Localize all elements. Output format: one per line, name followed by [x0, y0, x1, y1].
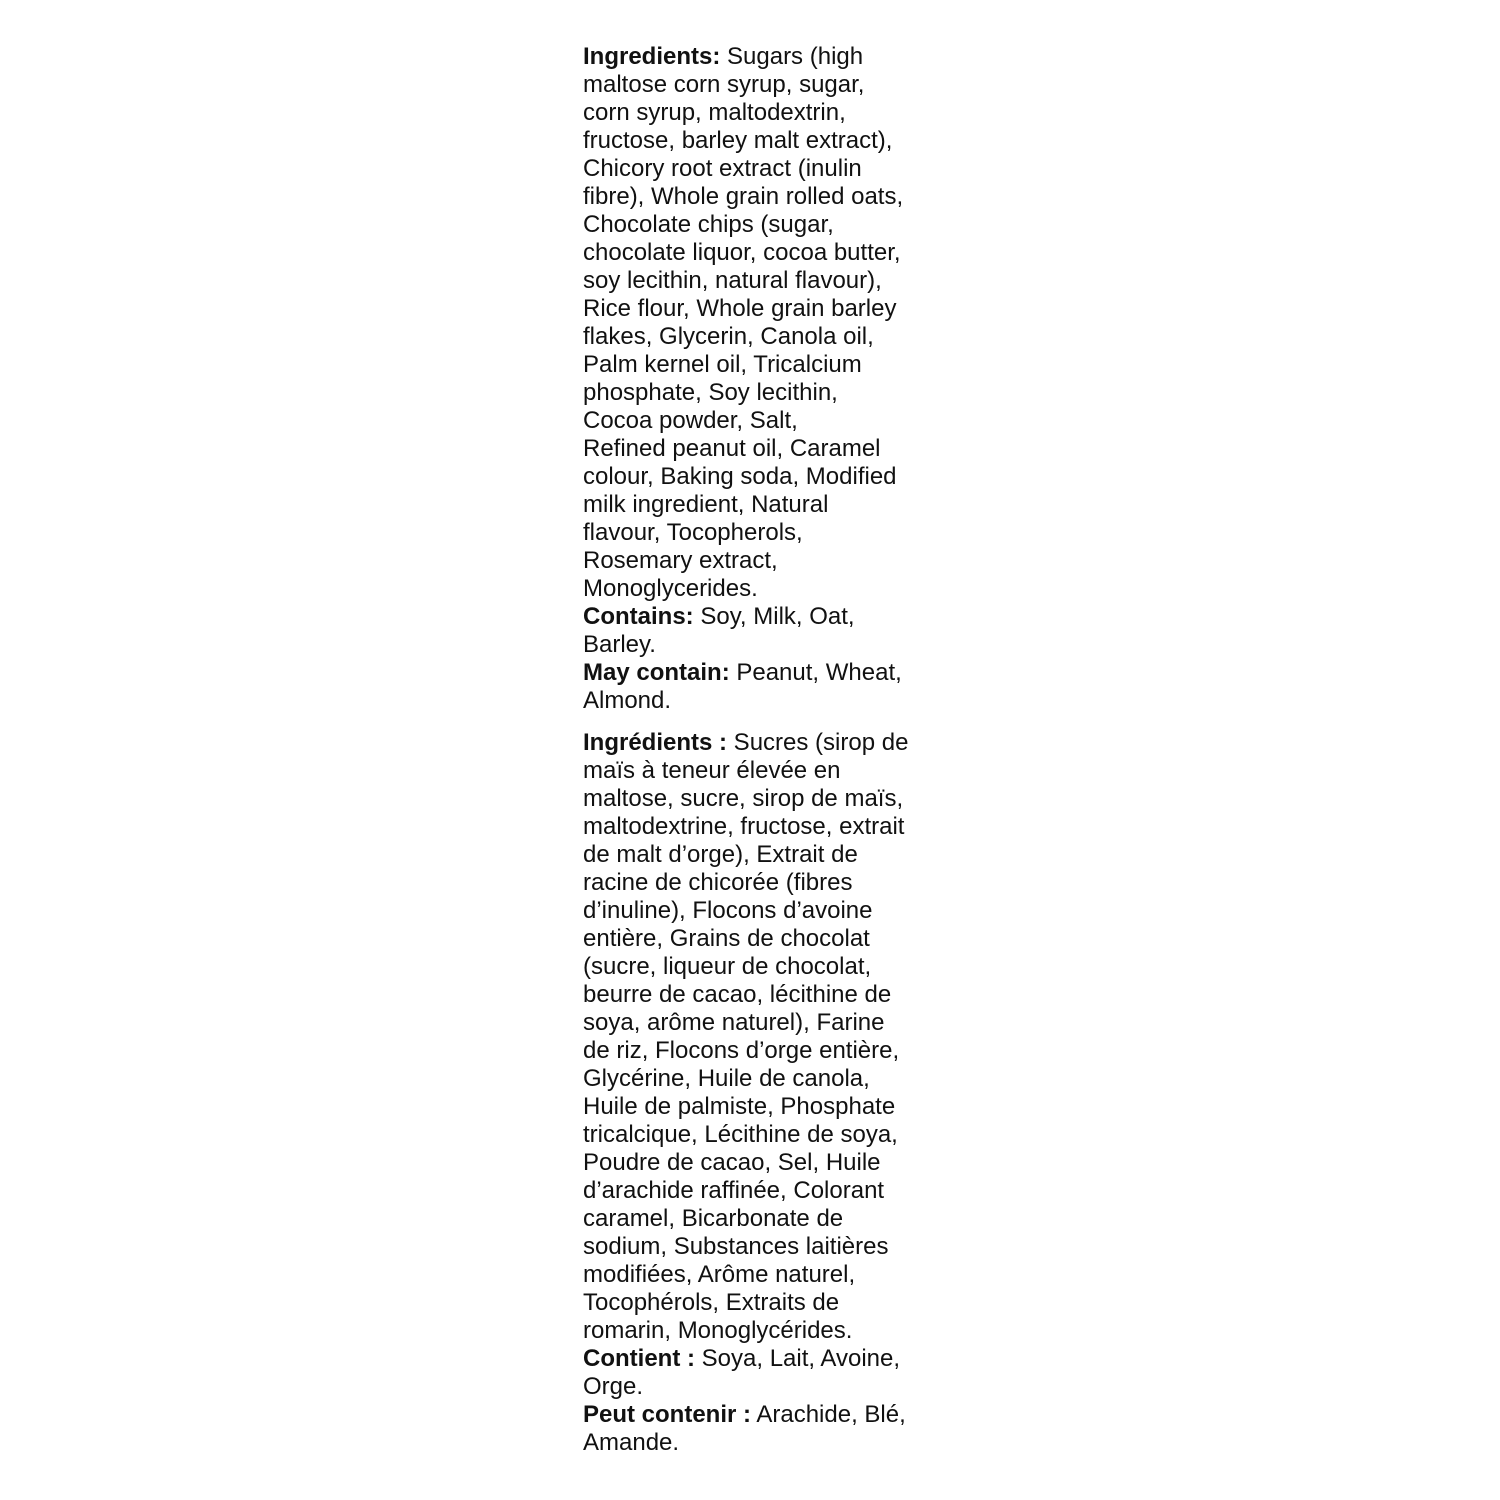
french-text-line: [583, 841, 928, 869]
ingredient-text: colour, Baking soda, Modified: [583, 463, 897, 490]
ingredient-text: racine de chicorée (fibres: [583, 869, 853, 896]
ingredient-text: sodium, Substances laitières: [583, 1233, 889, 1260]
ingredient-text: Huile de palmiste, Phosphate: [583, 1093, 896, 1120]
english-text-line: [583, 43, 928, 71]
ingredient-text: Sucres (sirop de: [727, 729, 909, 756]
ingredient-text: caramel, Bicarbonate de: [583, 1205, 844, 1232]
ingredient-text: fructose, barley malt extract),: [583, 127, 893, 154]
ingredient-text: flakes, Glycerin, Canola oil,: [583, 323, 874, 350]
french-text-line: [583, 953, 928, 981]
ingredient-text: Cocoa powder, Salt,: [583, 407, 798, 434]
french-text-line: [583, 1373, 928, 1401]
ingredient-text: maïs à teneur élevée en: [583, 757, 841, 784]
ingredient-text: de riz, Flocons d’orge entière,: [583, 1037, 900, 1064]
ingredient-text: Poudre de cacao, Sel, Huile: [583, 1149, 881, 1176]
ingredient-text: flavour, Tocopherols,: [583, 519, 803, 546]
ingredient-text: maltose corn syrup, sugar,: [583, 71, 865, 98]
french-text-line: [583, 1345, 928, 1373]
english-text-line: [583, 519, 928, 547]
ingredient-text: Glycérine, Huile de canola,: [583, 1065, 870, 1092]
ingredient-text: romarin, Monoglycérides.: [583, 1317, 853, 1344]
english-text-line: [583, 71, 928, 99]
ingredient-text: soya, arôme naturel), Farine: [583, 1009, 885, 1036]
english-text-line: [583, 603, 928, 631]
english-text-line: [583, 575, 928, 603]
french-text-line: [583, 981, 928, 1009]
english-text-line: [583, 239, 928, 267]
english-text-line: [583, 99, 928, 127]
ingredient-text: Chocolate chips (sugar,: [583, 211, 834, 238]
ingredient-text: (sucre, liqueur de chocolat,: [583, 953, 872, 980]
section-heading: Ingredients:: [583, 43, 721, 70]
ingredient-text: beurre de cacao, lécithine de: [583, 981, 892, 1008]
ingredient-text: maltose, sucre, sirop de maïs,: [583, 785, 904, 812]
ingredient-text: Orge.: [583, 1373, 644, 1400]
ingredient-text: Soy, Milk, Oat,: [693, 603, 855, 630]
english-text-line: [583, 491, 928, 519]
french-ingredients-block: [583, 729, 928, 1457]
ingredient-text: phosphate, Soy lecithin,: [583, 379, 838, 406]
french-text-line: [583, 1009, 928, 1037]
section-heading: Contains:: [583, 603, 694, 630]
section-heading: Ingrédients :: [583, 729, 728, 756]
french-text-line: [583, 1037, 928, 1065]
ingredient-text: de malt d’orge), Extrait de: [583, 841, 858, 868]
ingredient-text: modifiées, Arôme naturel,: [583, 1261, 856, 1288]
french-text-line: [583, 1121, 928, 1149]
french-text-line: [583, 813, 928, 841]
french-text-line: [583, 1289, 928, 1317]
ingredient-text: Soya, Lait, Avoine,: [694, 1345, 901, 1372]
ingredient-text: Amande.: [583, 1429, 680, 1456]
ingredient-text: d’arachide raffinée, Colorant: [583, 1177, 885, 1204]
ingredient-text: Monoglycerides.: [583, 575, 758, 602]
ingredient-text: tricalcique, Lécithine de soya,: [583, 1121, 898, 1148]
english-text-line: [583, 267, 928, 295]
ingredient-text: entière, Grains de chocolat: [583, 925, 870, 952]
english-text-line: [583, 351, 928, 379]
english-text-line: [583, 547, 928, 575]
french-text-line: [583, 897, 928, 925]
english-text-line: [583, 435, 928, 463]
ingredient-text: soy lecithin, natural flavour),: [583, 267, 882, 294]
english-text-line: [583, 211, 928, 239]
french-text-line: [583, 1093, 928, 1121]
english-text-line: [583, 659, 928, 687]
french-text-line: [583, 1401, 928, 1429]
ingredient-text: Arachide, Blé,: [751, 1401, 906, 1428]
french-text-line: [583, 1177, 928, 1205]
ingredient-text: Rice flour, Whole grain barley: [583, 295, 897, 322]
ingredient-text: milk ingredient, Natural: [583, 491, 829, 518]
french-text-line: [583, 1317, 928, 1345]
ingredient-text: Tocophérols, Extraits de: [583, 1289, 840, 1316]
ingredient-text: Rosemary extract,: [583, 547, 778, 574]
ingredient-text: corn syrup, maltodextrin,: [583, 99, 846, 126]
english-text-line: [583, 463, 928, 491]
ingredient-text: Chicory root extract (inulin: [583, 155, 862, 182]
english-text-line: [583, 631, 928, 659]
french-text-line: [583, 1261, 928, 1289]
french-text-line: [583, 1429, 928, 1457]
ingredients-panel: [583, 43, 928, 1457]
french-text-line: [583, 1233, 928, 1261]
english-ingredients-block: [583, 43, 928, 715]
ingredient-text: Refined peanut oil, Caramel: [583, 435, 881, 462]
french-text-line: [583, 1205, 928, 1233]
ingredient-text: maltodextrine, fructose, extrait: [583, 813, 905, 840]
english-text-line: [583, 687, 928, 715]
ingredient-text: d’inuline), Flocons d’avoine: [583, 897, 873, 924]
french-text-line: [583, 1149, 928, 1177]
english-text-line: [583, 183, 928, 211]
french-text-line: [583, 1065, 928, 1093]
french-text-line: [583, 869, 928, 897]
ingredient-text: Almond.: [583, 687, 672, 714]
section-heading: Contient :: [583, 1345, 695, 1372]
section-heading: May contain:: [583, 659, 730, 686]
french-text-line: [583, 785, 928, 813]
section-spacer: [583, 715, 928, 729]
english-text-line: [583, 295, 928, 323]
ingredient-text: chocolate liquor, cocoa butter,: [583, 239, 901, 266]
section-heading: Peut contenir :: [583, 1401, 752, 1428]
ingredient-text: Palm kernel oil, Tricalcium: [583, 351, 862, 378]
french-text-line: [583, 757, 928, 785]
english-text-line: [583, 407, 928, 435]
english-text-line: [583, 323, 928, 351]
ingredient-text: Peanut, Wheat,: [729, 659, 902, 686]
french-text-line: [583, 925, 928, 953]
ingredient-text: Barley.: [583, 631, 656, 658]
english-text-line: [583, 127, 928, 155]
ingredient-text: fibre), Whole grain rolled oats,: [583, 183, 904, 210]
english-text-line: [583, 379, 928, 407]
french-text-line: [583, 729, 928, 757]
ingredient-text: Sugars (high: [720, 43, 864, 70]
english-text-line: [583, 155, 928, 183]
